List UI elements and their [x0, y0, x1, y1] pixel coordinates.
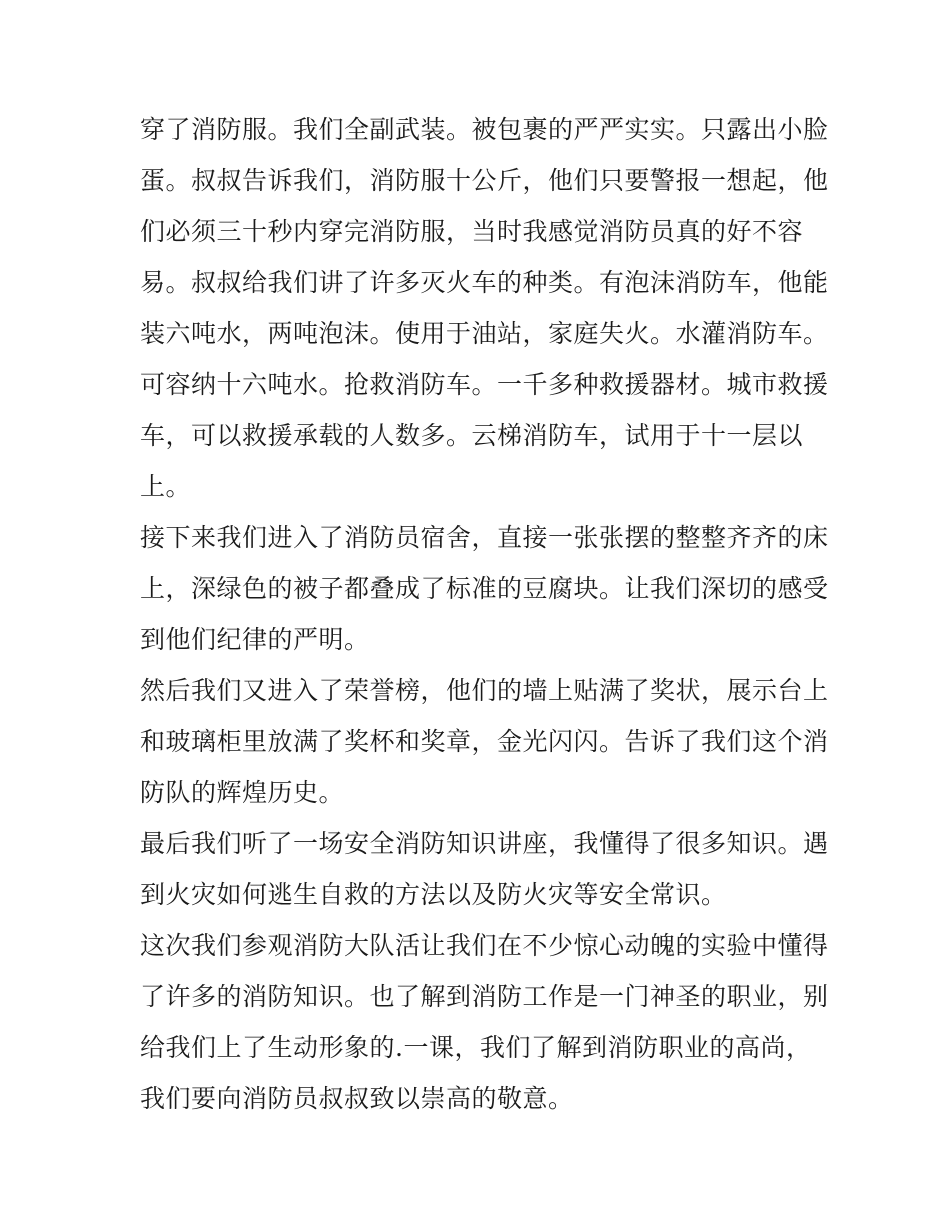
text-line: 最后我们听了一场安全消防知识讲座，我懂得了很多知识。遇 — [140, 829, 829, 858]
document-body — [140, 104, 829, 1124]
text-line: 易。叔叔给我们讲了许多灭火车的种类。有泡沫消防车，他能 — [140, 268, 829, 297]
text-line: 我们要向消防员叔叔致以崇高的敬意。 — [140, 1084, 574, 1113]
text-line: 接下来我们进入了消防员宿舍，直接一张张摆的整整齐齐的床 — [140, 523, 829, 552]
text-line: 上。 — [140, 472, 192, 501]
text-line: 蛋。叔叔告诉我们，消防服十公斤，他们只要警报一想起，他 — [140, 166, 829, 195]
text-line: 上，深绿色的被子都叠成了标准的豆腐块。让我们深切的感受 — [140, 574, 829, 603]
text-line: 防队的辉煌历史。 — [140, 778, 345, 807]
text-line: 这次我们参观消防大队活让我们在不少惊心动魄的实验中懂得 — [140, 931, 829, 960]
text-line: 和玻璃柜里放满了奖杯和奖章，金光闪闪。告诉了我们这个消 — [140, 727, 829, 756]
text-line: 到火灾如何逃生自救的方法以及防火灾等安全常识。 — [140, 880, 727, 909]
text-line: 到他们纪律的严明。 — [140, 625, 370, 654]
text-line: 了许多的消防知识。也了解到消防工作是一门神圣的职业，别 — [140, 982, 829, 1011]
text-line: 可容纳十六吨水。抢救消防车。一千多种救援器材。城市救援 — [140, 370, 829, 399]
text-line: 装六吨水，两吨泡沫。使用于油站，家庭失火。水灌消防车。 — [140, 319, 829, 348]
text-line: 车，可以救援承载的人数多。云梯消防车，试用于十一层以 — [140, 421, 804, 450]
text-line: 们必须三十秒内穿完消防服，当时我感觉消防员真的好不容 — [140, 217, 804, 246]
text-line: 穿了消防服。我们全副武装。被包裹的严严实实。只露出小脸 — [140, 115, 829, 144]
text-line: 然后我们又进入了荣誉榜，他们的墙上贴满了奖状，展示台上 — [140, 676, 829, 705]
text-line: 给我们上了生动形象的.一课，我们了解到消防职业的高尚， — [140, 1033, 812, 1062]
